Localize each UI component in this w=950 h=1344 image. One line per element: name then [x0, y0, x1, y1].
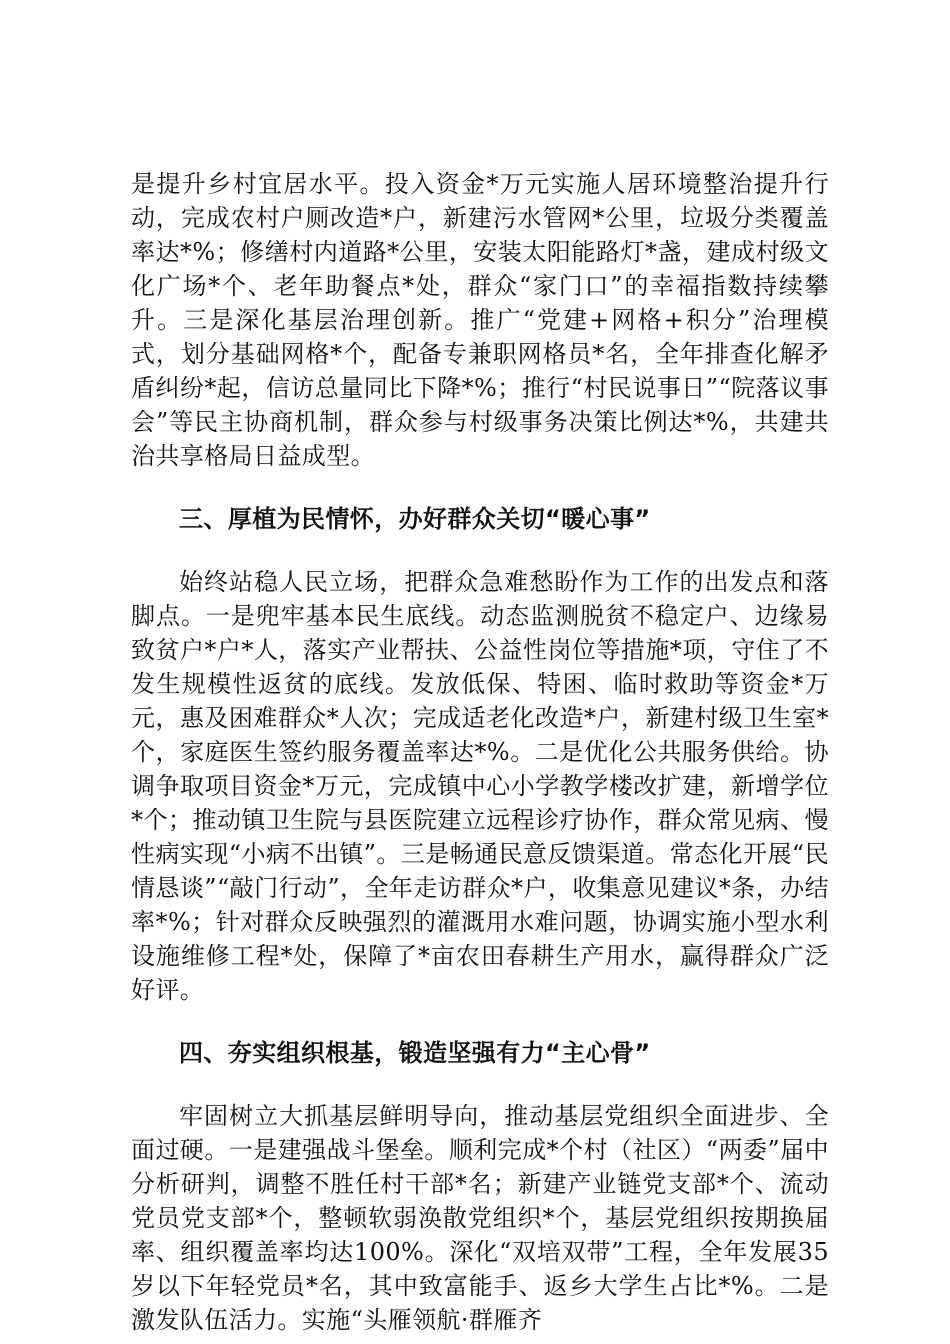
- section-heading: 四、夯实组织根基，锻造坚强有力“主心骨”: [179, 1039, 651, 1067]
- section-heading: 三、厚植为民情怀，办好群众关切“暖心事”: [179, 505, 651, 533]
- body-paragraph: 牢固树立大抓基层鲜明导向，推动基层党组织全面进步、全面过硬。一是建强战斗堡垒。顺利完成*个村（社区）“两委”届中分析研判，调整不胜任村干部*名；新建产业链党支部*个、流动党员党支部*个，整顿软弱涣散党组织*个，基层党组织按期换届率、组织覆盖率均达100%。深化“双培双带”工程，全年发展35岁以下年轻党员*名，其中致富能手、返乡大学生占比*%。二是激发队伍活力。实施“头雁领航·群雁齐: [131, 1102, 829, 1334]
- body-paragraph: 始终站稳人民立场，把群众急难愁盼作为工作的出发点和落脚点。一是兜牢基本民生底线。动态监测脱贫不稳定户、边缘易致贫户*户*人，落实产业帮扶、公益性岗位等措施*项，守住了不发生规模性返贫的底线。发放低保、特困、临时救助等资金*万元，惠及困难群众*人次；完成适老化改造*户，新建村级卫生室*个，家庭医生签约服务覆盖率达*%。二是优化公共服务供给。协调争取项目资金*万元，完成镇中心小学教学楼改扩建，新增学位*个；推动镇卫生院与县医院建立远程诊疗协作，群众常见病、慢性病实现“小病不出镇”。三是畅通民意反馈渠道。常态化开展“民情恳谈”“敲门行动”，全年走访群众*户，收集意见建议*条，办结率*%；针对群众反映强烈的灌溉用水难问题，协调实施小型水利设施维修工程*处，保障了*亩农田春耕生产用水，赢得群众广泛好评。: [131, 568, 829, 1004]
- body-paragraph: 是提升乡村宜居水平。投入资金*万元实施人居环境整治提升行动，完成农村户厕改造*户，新建污水管网*公里，垃圾分类覆盖率达*%；修缮村内道路*公里，安装太阳能路灯*盏，建成村级文化广场*个、老年助餐点*处，群众“家门口”的幸福指数持续攀升。三是深化基层治理创新。推广“党建+网格+积分”治理模式，划分基础网格*个，配备专兼职网格员*名，全年排查化解矛盾纠纷*起，信访总量同比下降*%；推行“村民说事日”“院落议事会”等民主协商机制，群众参与村级事务决策比例达*%，共建共治共享格局日益成型。: [131, 170, 829, 470]
- document-body: [131, 167, 829, 1337]
